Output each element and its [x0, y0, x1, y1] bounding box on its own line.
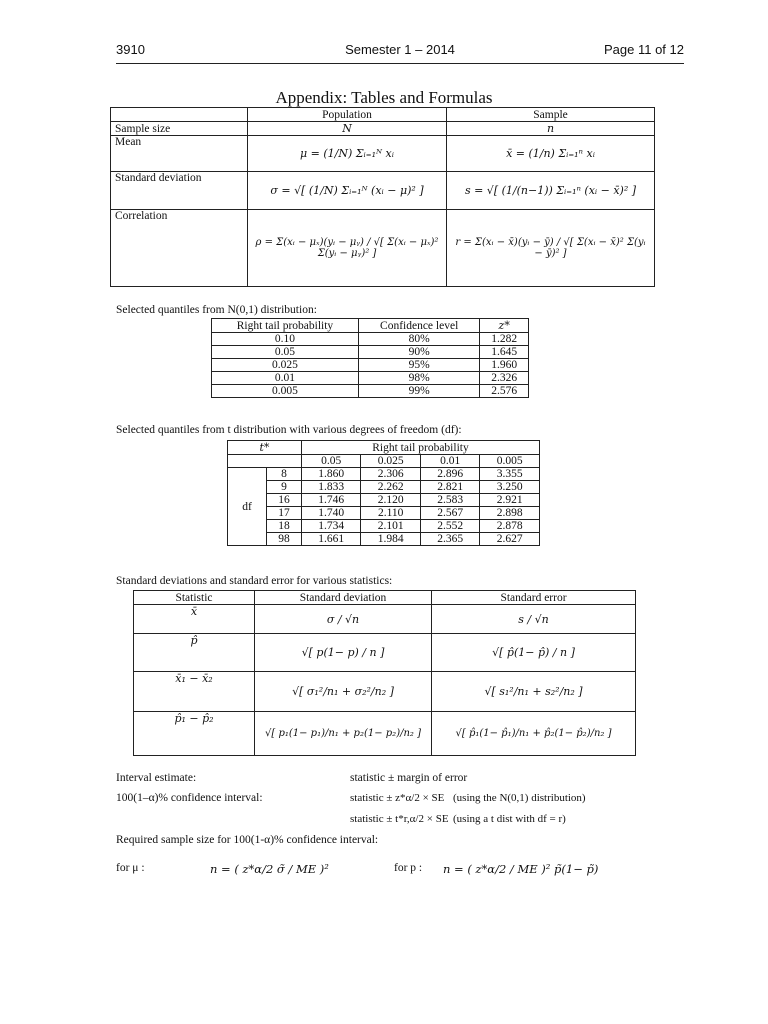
group-header: Right tail probability [301, 441, 539, 455]
header-rule [116, 63, 684, 64]
statistic-cell: x̄ [134, 605, 255, 634]
se-caption: Standard deviations and standard error for various statistics: [116, 575, 393, 587]
semester: Semester 1 – 2014 [345, 42, 455, 57]
statistic-cell: p̂₁ − p̂₂ [134, 712, 255, 756]
table-row: 98 1.661 1.984 2.365 2.627 [228, 533, 540, 546]
table-row: 9 1.833 2.262 2.821 3.250 [228, 481, 540, 494]
col-header: Confidence level [358, 319, 480, 333]
col-header: Statistic [134, 591, 255, 605]
sd-formula: √[ p₁(1− p₁)/n₁ + p₂(1− p₂)/n₂ ] [255, 712, 432, 756]
table-row: 16 1.746 2.120 2.583 2.921 [228, 494, 540, 507]
col-header: 0.005 [480, 455, 540, 468]
n-p-formula: n = ( z*α/2 / ME )² p̃(1− p̃) [443, 862, 599, 876]
pop-sd-formula: σ = √[ (1/N) Σᵢ₌₁ᴺ (xᵢ − μ)² ] [248, 172, 447, 210]
interval-label: Interval estimate: [116, 772, 197, 784]
sd-formula: √[ σ₁²/n₁ + σ₂²/n₂ ] [255, 672, 432, 712]
table-row: 18 1.734 2.101 2.552 2.878 [228, 520, 540, 533]
col-header: Standard error [432, 591, 636, 605]
col-sample: Sample [447, 108, 655, 122]
sample-correlation-formula: r = Σ(xᵢ − x̄)(yᵢ − ȳ) / √[ Σ(xᵢ − x̄)² Σ(yᵢ − ȳ)² ] [447, 210, 655, 287]
pop-sample-size: N [248, 122, 447, 136]
row-label: Mean [111, 136, 248, 172]
ci-label: 100(1–α)% confidence interval: [116, 792, 263, 804]
col-header: Right tail probability [212, 319, 359, 333]
col-header: 0.01 [420, 455, 480, 468]
col-header: 0.05 [301, 455, 361, 468]
col-population: Population [248, 108, 447, 122]
ci-t-formula: statistic ± t*r,α/2 × SE [350, 813, 449, 825]
table-row: 0.025 95% 1.960 [212, 359, 529, 372]
df-label: df [228, 468, 267, 546]
t-quantile-table [227, 440, 540, 546]
statistic-cell: x̄₁ − x̄₂ [134, 672, 255, 712]
page-header [116, 42, 684, 62]
page-title: Appendix: Tables and Formulas [275, 88, 493, 107]
ci-t-note: (using a t dist with df = r) [453, 813, 566, 825]
sd-formula: √[ p(1− p) / n ] [255, 634, 432, 672]
table-row: 17 1.740 2.110 2.567 2.898 [228, 507, 540, 520]
normal-caption: Selected quantiles from N(0,1) distribution: [116, 304, 317, 316]
pop-mean-formula: μ = (1/N) Σᵢ₌₁ᴺ xᵢ [248, 136, 447, 172]
se-formula: √[ p̂₁(1− p̂₁)/n₁ + p̂₂(1− p̂₂)/n₂ ] [432, 712, 636, 756]
sample-sample-size: n [447, 122, 655, 136]
for-p-label: for p : [394, 862, 423, 874]
formula-table [110, 107, 655, 287]
row-label: Sample size [111, 122, 248, 136]
n-mu-formula: n = ( z*α/2 σ̃ / ME )² [210, 862, 329, 876]
standard-error-table [133, 590, 636, 756]
statistic-cell: p̂ [134, 634, 255, 672]
sample-size-label: Required sample size for 100(1-α)% confidence interval: [116, 834, 379, 846]
row-label: Standard deviation [111, 172, 248, 210]
table-row: 0.01 98% 2.326 [212, 372, 529, 385]
col-header: z* [480, 319, 529, 333]
sd-formula: σ / √n [255, 605, 432, 634]
corner-label: t* [228, 441, 302, 455]
sample-sd-formula: s = √[ (1/(n−1)) Σᵢ₌₁ⁿ (xᵢ − x̄)² ] [447, 172, 655, 210]
se-formula: √[ s₁²/n₁ + s₂²/n₂ ] [432, 672, 636, 712]
tdist-caption: Selected quantiles from t distribution with various degrees of freedom (df): [116, 424, 462, 436]
for-mu-label: for μ : [116, 862, 145, 874]
col-header: 0.025 [361, 455, 421, 468]
ci-z-formula: statistic ± z*α/2 × SE [350, 792, 445, 804]
course-code: 3910 [116, 42, 145, 57]
table-row: 0.10 80% 1.282 [212, 333, 529, 346]
pop-correlation-formula: ρ = Σ(xᵢ − μₓ)(yᵢ − μᵧ) / √[ Σ(xᵢ − μₓ)² Σ(yᵢ − μᵧ)² ] [248, 210, 447, 287]
table-row: df 8 1.860 2.306 2.896 3.355 [228, 468, 540, 481]
col-header: Standard deviation [255, 591, 432, 605]
se-formula: √[ p̂(1− p̂) / n ] [432, 634, 636, 672]
page-number: Page 11 of 12 [604, 42, 684, 57]
row-label: Correlation [111, 210, 248, 287]
sample-mean-formula: x̄ = (1/n) Σᵢ₌₁ⁿ xᵢ [447, 136, 655, 172]
normal-quantile-table [211, 318, 529, 398]
se-formula: s / √n [432, 605, 636, 634]
ci-z-note: (using the N(0,1) distribution) [453, 792, 586, 804]
table-row: 0.05 90% 1.645 [212, 346, 529, 359]
interval-value: statistic ± margin of error [350, 772, 468, 784]
table-row: 0.005 99% 2.576 [212, 385, 529, 398]
